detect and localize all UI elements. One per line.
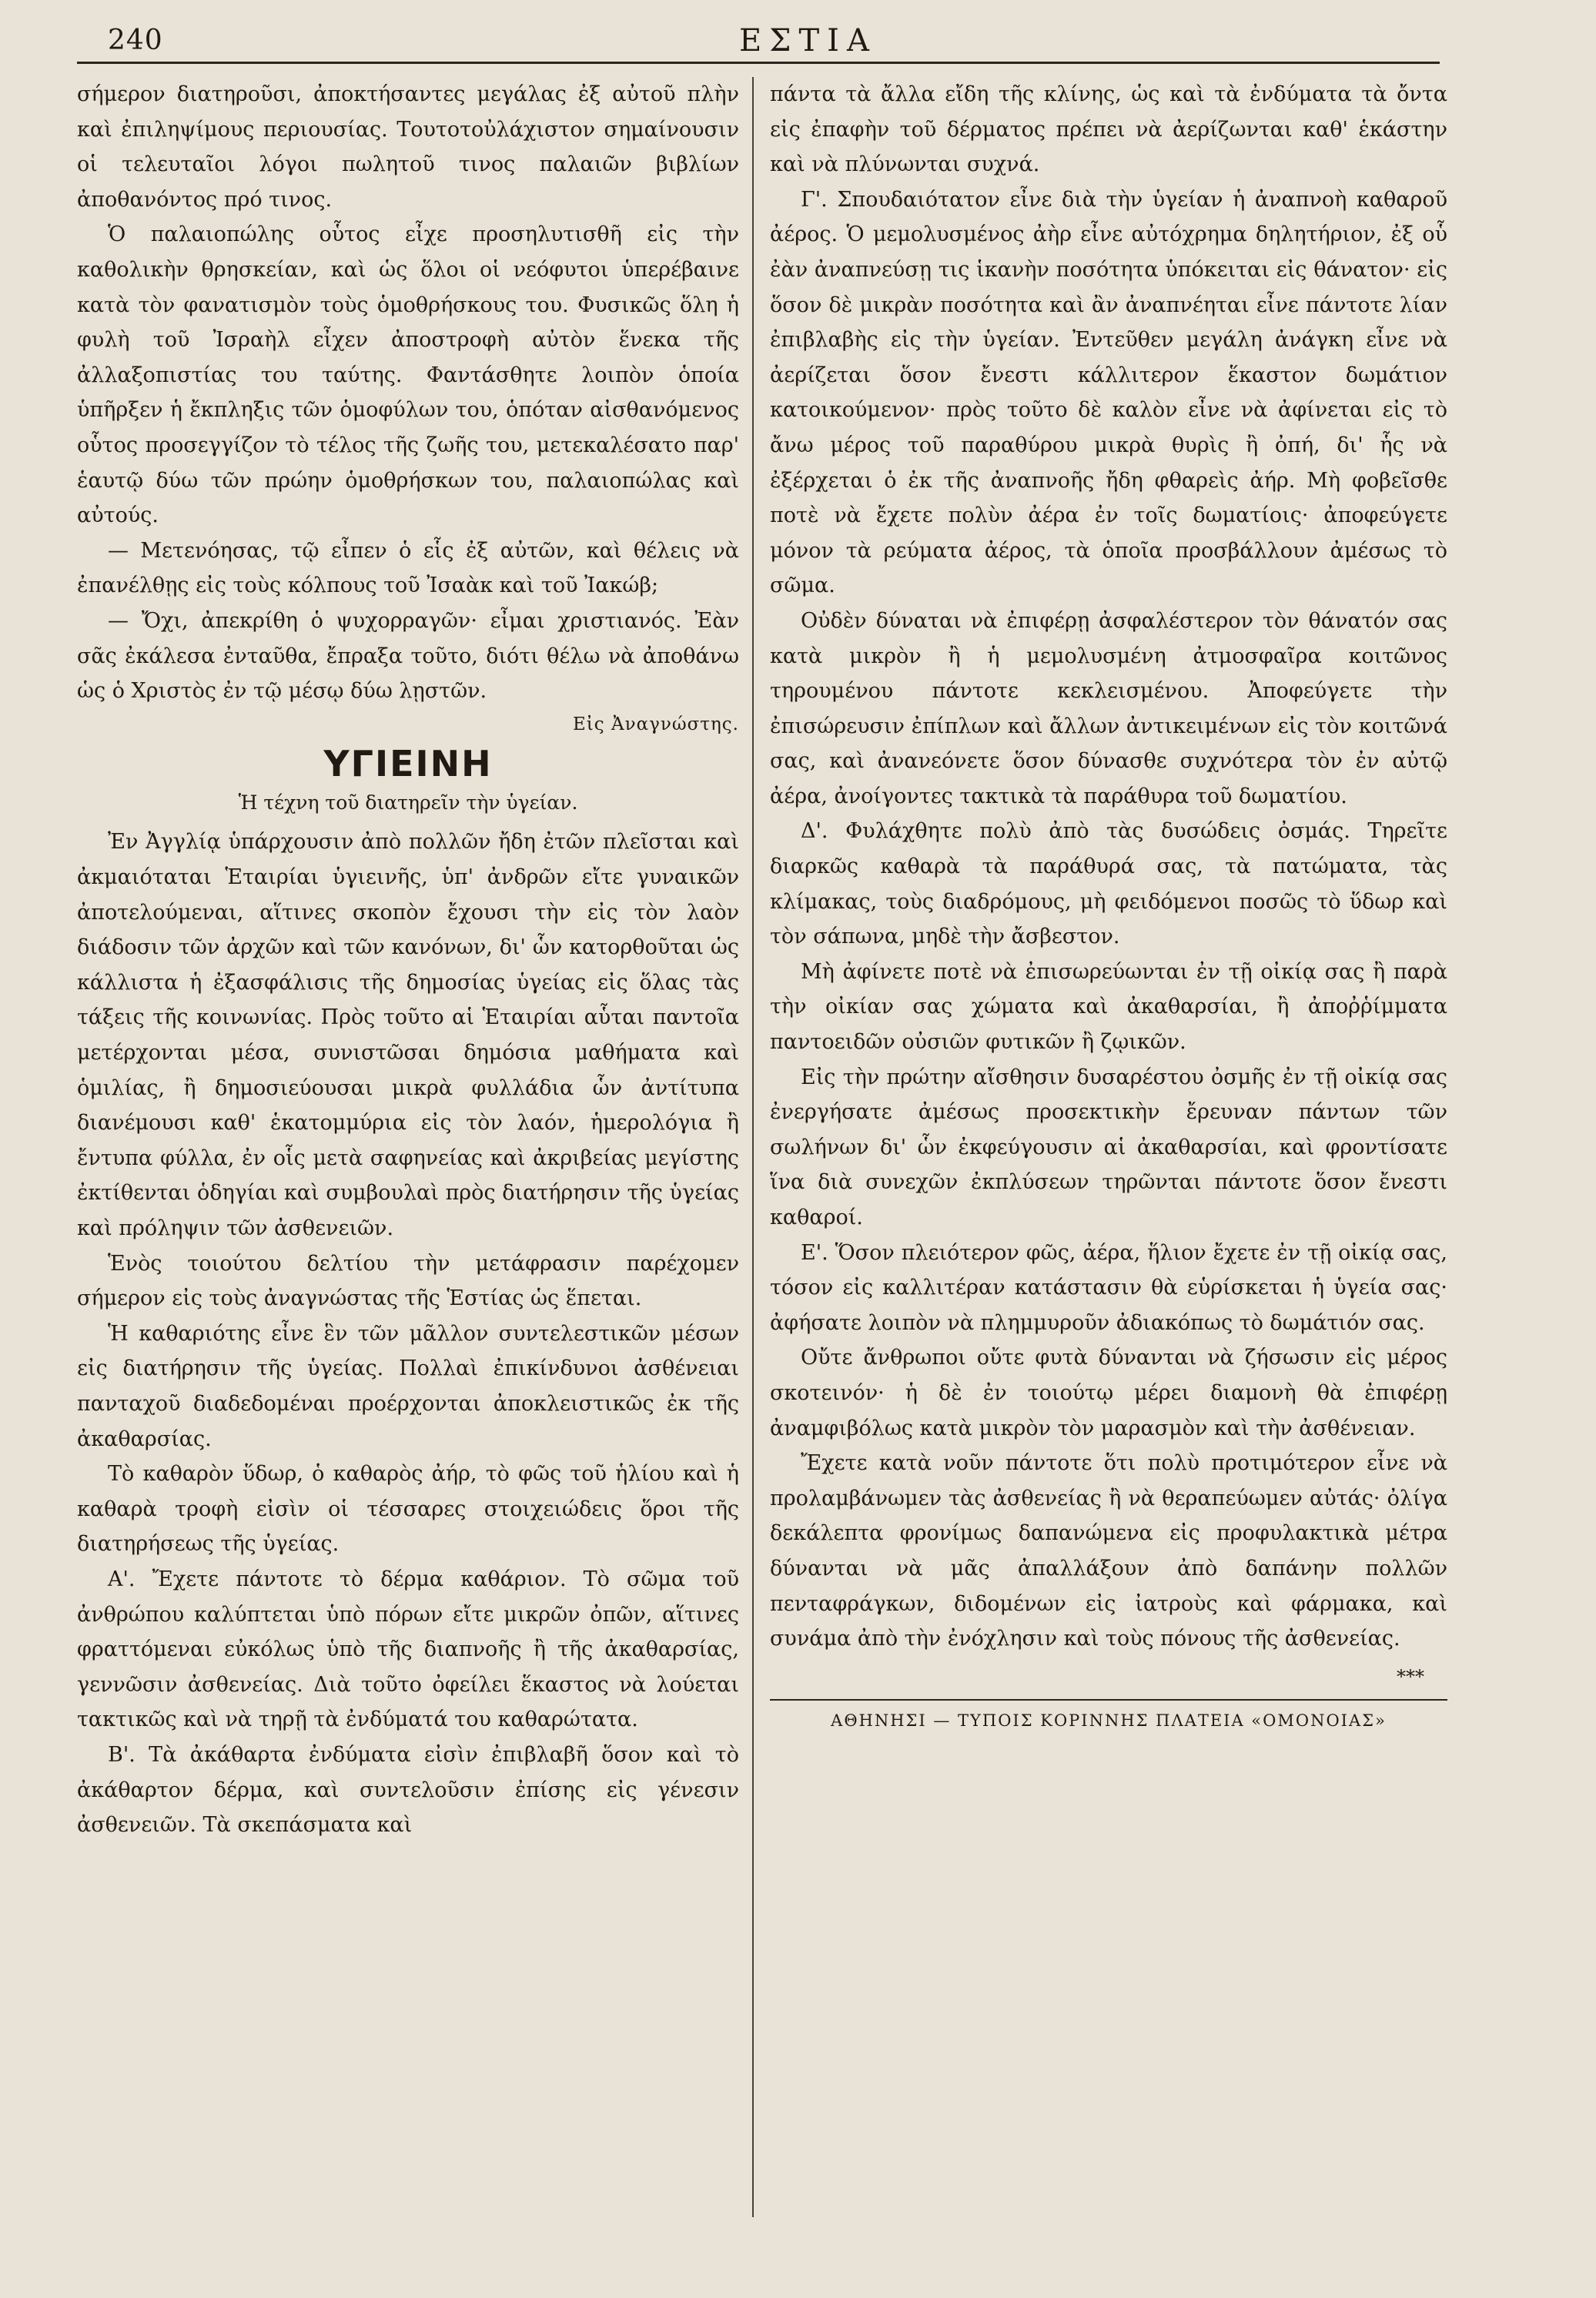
rule-paragraph: Ε'. Ὅσον πλειότερον φῶς, ἀέρα, ἥλιον ἔχετε ἐν τῇ οἰκίᾳ σας, τόσον εἰς καλλιτέραν κατάστασιν θὰ εὑρίσκεται ἡ ὑγεία σας· ἀφήσατε λοιπὸν νὰ πλημμυροῦν ἀδιακόπως τὸ δωμάτιόν σας.: [770, 1240, 1447, 1335]
article-paragraph: Οὔτε ἄνθρωποι οὔτε φυτὰ δύνανται νὰ ζήσωσιν εἰς μέρος σκοτεινόν· ἡ δὲ ἐν τοιούτῳ μέρει διαμονὴ θὰ ἐπιφέρῃ ἀναμφιβόλως κατὰ μικρὸν τὸν μαρασμὸν καὶ τὴν ἀσθένειαν.: [770, 1346, 1447, 1440]
rule-paragraph: Β'. Τὰ ἀκάθαρτα ἐνδύματα εἰσὶν ἐπιβλαβῆ ὅσον καὶ τὸ ἀκάθαρτον δέρμα, καὶ συντελοῦσιν ἐπίσης εἰς γένεσιν ἀσθενειῶν. Τὰ σκεπάσματα καὶ: [77, 1742, 739, 1838]
article-paragraph: Ἡ καθαριότης εἶνε ἓν τῶν μᾶλλον συντελεστικῶν μέσων εἰς διατήρησιν τῆς ὑγείας. Πολλαὶ ἐπικίνδυνοι ἀσθένειαι πανταχοῦ διαδεδομέναι προέρχονται ἀποκλειστικῶς ἐκ τῆς ἀκαθαρσίας.: [77, 1321, 739, 1451]
article-paragraph: Μὴ ἀφίνετε ποτὲ νὰ ἐπισωρεύωνται ἐν τῇ οἰκίᾳ σας ἢ παρὰ τὴν οἰκίαν σας χώματα καὶ ἀκαθαρσίαι, ἢ ἀποῤῥίμματα παντοειδῶν οὐσιῶν φυτικῶν ἢ ζῳικῶν.: [770, 959, 1447, 1055]
journal-title: ΕΣΤΙΑ: [739, 23, 877, 59]
article-paragraph: Οὐδὲν δύναται νὰ ἐπιφέρῃ ἀσφαλέστερον τὸν θάνατόν σας κατὰ μικρὸν ἢ ἡ μεμολυσμένη ἀτμοσφαῖρα κοιτῶνος τηρουμένου πάντοτε κεκλεισμένου. Ἀποφεύγετε τὴν ἐπισώρευσιν ἐπίπλων καὶ ἄλλων ἀντικειμένων εἰς τὸν κοιτῶνά σας, καὶ ἀνανεόνετε ὅσον δύνασθε συχνότερα τὸν ἐν αὐτῷ ἀέρα, ἀνοίγοντες τακτικὰ τὰ παράθυρα τοῦ δωματίου.: [770, 608, 1447, 808]
article-paragraph: Ἑνὸς τοιούτου δελτίου τὴν μετάφρασιν παρέχομεν σήμερον εἰς τοὺς ἀναγνώστας τῆς Ἑστίας ὡς ἕπεται.: [77, 1251, 739, 1311]
section-subtitle: Ἡ τέχνη τοῦ διατηρεῖν τὴν ὑγείαν.: [238, 791, 578, 814]
dialogue-paragraph: — Μετενόησας, τῷ εἶπεν ὁ εἷς ἐξ αὐτῶν, καὶ θέλεις νὰ ἐπανέλθῃς εἰς τοὺς κόλπους τοῦ Ἰσαὰκ καὶ τοῦ Ἰακώβ;: [77, 538, 739, 598]
dialogue-paragraph: — Ὄχι, ἀπεκρίθη ὁ ψυχορραγῶν· εἶμαι χριστιανός. Ἐὰν σᾶς ἐκάλεσα ἐνταῦθα, ἔπραξα τοῦτο, διότι θέλω νὰ ἀποθάνω ὡς ὁ Χριστὸς ἐν τῷ μέσῳ δύω λῃστῶν.: [77, 608, 739, 704]
article-paragraph: Ἐν Ἀγγλίᾳ ὑπάρχουσιν ἀπὸ πολλῶν ἤδη ἐτῶν πλεῖσται καὶ ἀκμαιόταται Ἑταιρίαι ὑγιεινῆς, ὑπ' ἀνδρῶν εἴτε γυναικῶν ἀποτελούμεναι, αἵτινες σκοπὸν ἔχουσι τὴν εἰς τὸν λαὸν διάδοσιν τῶν ἀρχῶν καὶ τῶν κανόνων, δι' ὧν κατορθοῦται ὡς κάλλιστα ἡ ἐξασφάλισις τῆς δημοσίας ὑγείας εἰς ὅλας τὰς τάξεις τῆς κοινωνίας. Πρὸς τοῦτο αἱ Ἑταιρίαι αὗται παντοῖα μετέρχονται μέσα, συνιστῶσαι δημόσια μαθήματα καὶ ὁμιλίας, ἢ δημοσιεύουσαι μικρὰ φυλλάδια ὧν ἀντίτυπα διανέμουσι καθ' ἑκατομμύρια εἰς τὸν λαόν, ἡμερολόγια ἢ ἔντυπα φύλλα, ἐν οἷς μετὰ σαφηνείας καὶ ἀκριβείας μεγίστης ἐκτίθενται ὁδηγίαι καὶ συμβουλαὶ πρὸς διατήρησιν τῆς ὑγείας καὶ πρόληψιν τῶν ἀσθενειῶν.: [77, 830, 739, 1240]
article-paragraph: Ὁ παλαιοπώλης οὗτος εἶχε προσηλυτισθῆ εἰς τὴν καθολικὴν θρησκείαν, καὶ ὡς ὅλοι οἱ νεόφυτοι ὑπερέβαινε κατὰ τὸν φανατισμὸν τοὺς ὁμοθρήσκους του. Φυσικῶς ὅλη ἡ φυλὴ τοῦ Ἰσραὴλ εἶχεν ἀποστροφὴ αὐτὸν ἕνεκα τῆς ἀλλαξοπιστίας του ταύτης. Φαντάσθητε λοιπὸν ὁποία ὑπῆρξεν ἡ ἔκπληξις τῶν ὁμοφύλων του, ὁπόταν αἰσθανόμενος οὗτος προσεγγίζον τὸ τέλος τῆς ζωῆς του, μετεκαλέσατο παρ' ἑαυτῷ δύω τῶν πρώην ὁμοθρήσκων του, παλαιοπώλας καὶ αὐτούς.: [77, 222, 739, 528]
article-paragraph: Ἔχετε κατὰ νοῦν πάντοτε ὅτι πολὺ προτιμότερον εἶνε νὰ προλαμβάνωμεν τὰς ἀσθενείας ἢ νὰ θεραπεύωμεν αὐτάς· ὀλίγα δεκάλεπτα φρονίμως δαπανώμενα εἰς προφυλακτικὰ μέτρα δύνανται νὰ μᾶς ἀπαλλάξουν ἀπὸ δαπάνην πολλῶν πενταφράγκων, διδομένων εἰς ἰατροὺς καὶ φάρμακα, καὶ συνάμα ἀπὸ τὴν ἐνόχλησιν καὶ τοὺς πόνους τῆς ἀσθενείας.: [770, 1451, 1447, 1651]
signature: Εἰς Ἀναγνώστης.: [572, 714, 739, 734]
rule-paragraph: Γ'. Σπουδαιότατον εἶνε διὰ τὴν ὑγείαν ἡ ἀναπνοὴ καθαροῦ ἀέρος. Ὁ μεμολυσμένος ἀὴρ εἶνε αὐτόχρημα δηλητήριον, ἐξ οὗ ἐὰν ἀναπνεύσῃ τις ἱκανὴν ποσότητα ὑπόκειται εἰς θάνατον· εἰς ὅσον δὲ μικρὰν ποσότητα καὶ ἂν ἀναπνέηται εἶνε πάντοτε λίαν ἐπιβλαβὴς εἰς τὴν ὑγείαν. Ἐντεῦθεν μεγάλη ἀνάγκη εἶνε νὰ ἀερίζεται ὅσον ἔνεστι κάλλιτερον ἕκαστον δωμάτιον κατοικούμενον· πρὸς τοῦτο δὲ καλὸν εἶνε νὰ ἀφίνεται εἰς τὸ ἄνω μέρος τοῦ παραθύρου μικρὰ θυρὶς ἢ ὀπή, δι' ἧς νὰ ἐξέρχεται ὁ ἐκ τῆς ἀναπνοῆς ἤδη φθαρεὶς ἀήρ. Μὴ φοβεῖσθε ποτὲ νὰ ἔχετε πολὺν ἀέρα ἐν τοῖς δωματίοις· ἀποφεύγετε μόνον τὰ ρεύματα ἀέρος, τὰ ὁποῖα προσβάλλουν ἀμέσως τὸ σῶμα.: [770, 187, 1447, 598]
article-paragraph: πάντα τὰ ἄλλα εἴδη τῆς κλίνης, ὡς καὶ τὰ ἐνδύματα τὰ ὄντα εἰς ἐπαφὴν τοῦ δέρματος πρέπει νὰ ἀερίζωνται καθ' ἑκάστην καὶ νὰ πλύνωνται συχνά.: [770, 82, 1447, 177]
printer-imprint: ΑΘΗΝΗΣΙ — ΤΥΠΟΙΣ ΚΟΡΙΝΝΗΣ ΠΛΑΤΕΙΑ «ΟΜΟΝΟΙΑΣ»: [831, 1711, 1387, 1731]
footer-rule: [770, 1699, 1447, 1701]
section-title: ΥΓΙΕΙΝΗ: [323, 743, 493, 785]
rule-paragraph: Α'. Ἔχετε πάντοτε τὸ δέρμα καθάριον. Τὸ σῶμα τοῦ ἀνθρώπου καλύπτεται ὑπὸ πόρων εἴτε μικρῶν ὀπῶν, αἵτινες φραττόμεναι εὐκόλως ὑπὸ τῆς διαπνοῆς ἢ τῆς ἀκαθαρσίας, γεννῶσιν ἀσθενείας. Διὰ τοῦτο ὀφείλει ἕκαστος νὰ λούεται τακτικῶς καὶ νὰ τηρῇ τὰ ἐνδύματά του καθαρώτατα.: [77, 1567, 739, 1732]
right-column: [770, 77, 1447, 1739]
page-header: [108, 15, 1494, 62]
end-mark: ***: [1397, 1665, 1424, 1688]
left-column: [77, 77, 739, 1843]
header-rule: [77, 62, 1440, 64]
column-divider: [752, 77, 754, 2217]
article-paragraph: Εἰς τὴν πρώτην αἴσθησιν δυσαρέστου ὀσμῆς ἐν τῇ οἰκίᾳ σας ἐνεργήσατε ἀμέσως προσεκτικὴν ἔρευναν πάντων τῶν σωλήνων δι' ὧν ἐκφεύγουσιν αἱ ἀκαθαρσίαι, καὶ φροντίσατε ἵνα διὰ συνεχῶν ἐκπλύσεων τηρῶνται πάντοτε ὅσον ἔνεστι καθαροί.: [770, 1065, 1447, 1229]
article-paragraph: Τὸ καθαρὸν ὕδωρ, ὁ καθαρὸς ἀήρ, τὸ φῶς τοῦ ἡλίου καὶ ἡ καθαρὰ τροφὴ εἰσὶν οἱ τέσσαρες στοιχειώδεις ὅροι τῆς διατηρήσεως τῆς ὑγείας.: [77, 1462, 739, 1557]
page-number: 240: [108, 25, 163, 56]
article-paragraph: σήμερον διατηροῦσι, ἀποκτήσαντες μεγάλας ἐξ αὐτοῦ πλὴν καὶ ἐπιληψίμους περιουσίας. Τουτοτοὐλάχιστον σημαίνουσιν οἱ τελευταῖοι λόγοι πωλητοῦ τινος παλαιῶν βιβλίων ἀποθανόντος πρό τινος.: [77, 82, 739, 212]
rule-paragraph: Δ'. Φυλάχθητε πολὺ ἀπὸ τὰς δυσώδεις ὀσμάς. Τηρεῖτε διαρκῶς καθαρὰ τὰ παράθυρά σας, τὰ πατώματα, τὰς κλίμακας, τοὺς διαδρόμους, μὴ φειδόμενοι ποσῶς τὸ ὕδωρ καὶ τὸν σάπωνα, μηδὲ τὴν ἄσβεστον.: [770, 819, 1447, 949]
